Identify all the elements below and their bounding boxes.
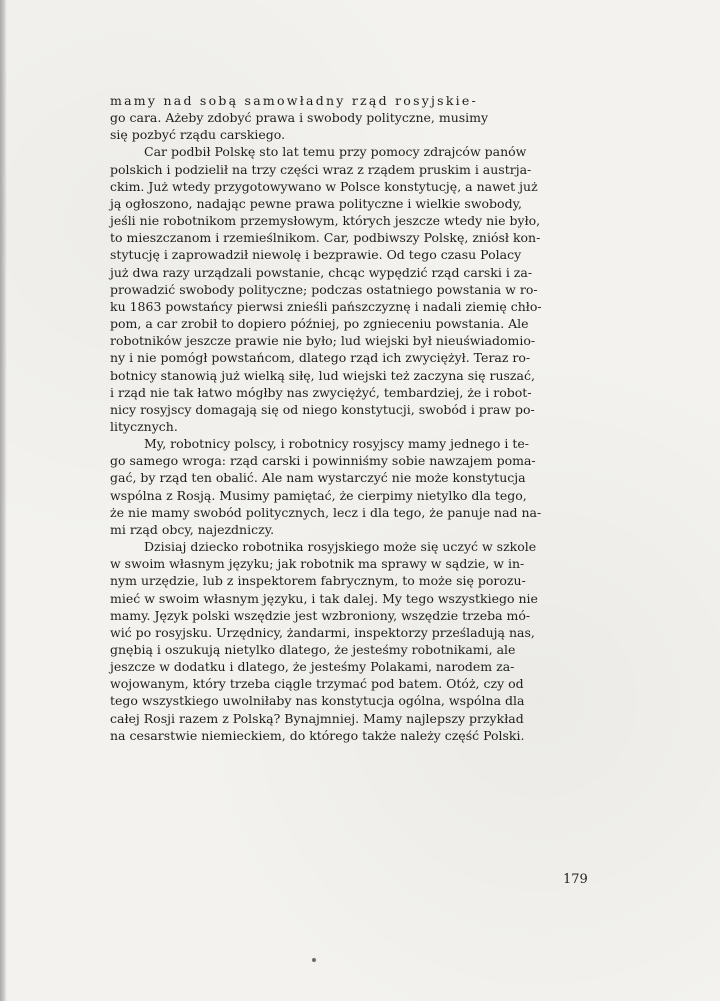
paragraph-2 [110,143,596,435]
line-31: mamy. Język polski wszędzie jest wzbroniony, wszędzie trzeba mó- [110,607,531,623]
line-16: ny i nie pomógł powstańcom, dlatego rząd ich zwyciężył. Teraz ro- [110,350,531,366]
line-30: mieć w swoim własnym języku, i tak dalej. My tego wszystkiego nie [110,590,538,606]
line-8: jeśli nie robotnikom przemysłowym, których jeszcze wtedy nie było, [110,213,541,229]
line-32: wić po rosyjsku. Urzędnicy, żandarmi, inspektorzy prześladują nas, [110,624,535,640]
line-11: już dwa razy urządzali powstanie, chcąc wypędzić rząd carski i za- [110,264,533,280]
line-4: Car podbił Polskę sto lat temu przy pomocy zdrajców panów [144,144,527,160]
line-1: mamy nad sobą samowładny rząd rosyjskie- [110,93,479,108]
line-36: tego wszystkiego uwolniłaby nas konstytucja ogólna, wspólna dla [110,693,525,709]
print-mark [312,958,316,962]
line-24: wspólna z Rosją. Musimy pamiętać, że cierpimy nietylko dla tego, [110,487,527,503]
paragraph-1 [110,92,596,143]
line-38: na cesarstwie niemieckiem, do którego także należy część Polski. [110,727,525,743]
line-18: i rząd nie tak łatwo mógłby nas zwyciężyć, tembardziej, że i robot- [110,384,532,400]
line-20: litycznych. [110,418,178,434]
line-12: prowadzić swobody polityczne; podczas ostatniego powstania w ro- [110,281,538,297]
page-text [110,92,596,744]
line-13: ku 1863 powstańcy pierwsi znieśli pańszczyznę i nadali ziemię chło- [110,298,542,314]
line-14: pom, a car zrobił to dopiero później, po zgnieceniu powstania. Ale [110,316,529,332]
line-3: się pozbyć rządu carskiego. [110,127,286,143]
page-number: 179 [563,872,588,887]
binding-edge [0,0,7,1001]
line-29: nym urzędzie, lub z inspektorem fabrycznym, to może się porozu- [110,573,526,589]
line-25: że nie mamy swobód politycznych, lecz i dla tego, że panuje nad na- [110,504,542,520]
paragraph-4 [110,538,596,744]
line-9: to mieszczanom i rzemieślnikom. Car, podbiwszy Polskę, zniósł kon- [110,230,541,246]
line-34: jeszcze w dodatku i dlatego, że jesteśmy Polakami, narodem za- [110,659,515,675]
line-28: w swoim własnym języku; jak robotnik ma sprawy w sądzie, w in- [110,556,525,572]
line-6: ckim. Już wtedy przygotowywano w Polsce konstytucję, a nawet już [110,178,538,194]
line-26: mi rząd obcy, najezdniczy. [110,521,275,537]
line-5: polskich i podzielił na trzy części wraz z rządem pruskim i austrja- [110,161,532,177]
line-37: całej Rosji razem z Polską? Bynajmniej. Mamy najlepszy przykład [110,710,524,726]
line-10: stytucję i zaprowadził niewolę i bezprawie. Od tego czasu Polacy [110,247,522,263]
line-17: botnicy stanowią już wielką siłę, lud wiejski też zaczyna się ruszać, [110,367,535,383]
line-33: gnębią i oszukują nietylko dlatego, że jesteśmy robotnikami, ale [110,642,516,657]
line-23: gać, by rząd ten obalić. Ale nam wystarczyć nie może konstytucja [110,470,526,486]
line-19: nicy rosyjscy domagają się od niego konstytucji, swobód i praw po- [110,401,535,417]
line-21: My, robotnicy polscy, i robotnicy rosyjscy mamy jednego i te- [144,436,530,452]
line-22: go samego wroga: rząd carski i powinniśmy sobie nawzajem poma- [110,453,536,469]
paragraph-3 [110,435,596,538]
line-15: robotników jeszcze prawie nie było; lud wiejski był nieuświadomio- [110,333,536,349]
line-7: ją ogłoszono, nadając pewne prawa polityczne i wielkie swobody, [110,195,522,211]
line-2: go cara. Ażeby zdobyć prawa i swobody polityczne, musimy [110,110,489,126]
line-35: wojowanym, który trzeba ciągle trzymać pod batem. Otóż, czy od [110,676,524,692]
line-27: Dzisiaj dziecko robotnika rosyjskiego może się uczyć w szkole [144,539,537,555]
